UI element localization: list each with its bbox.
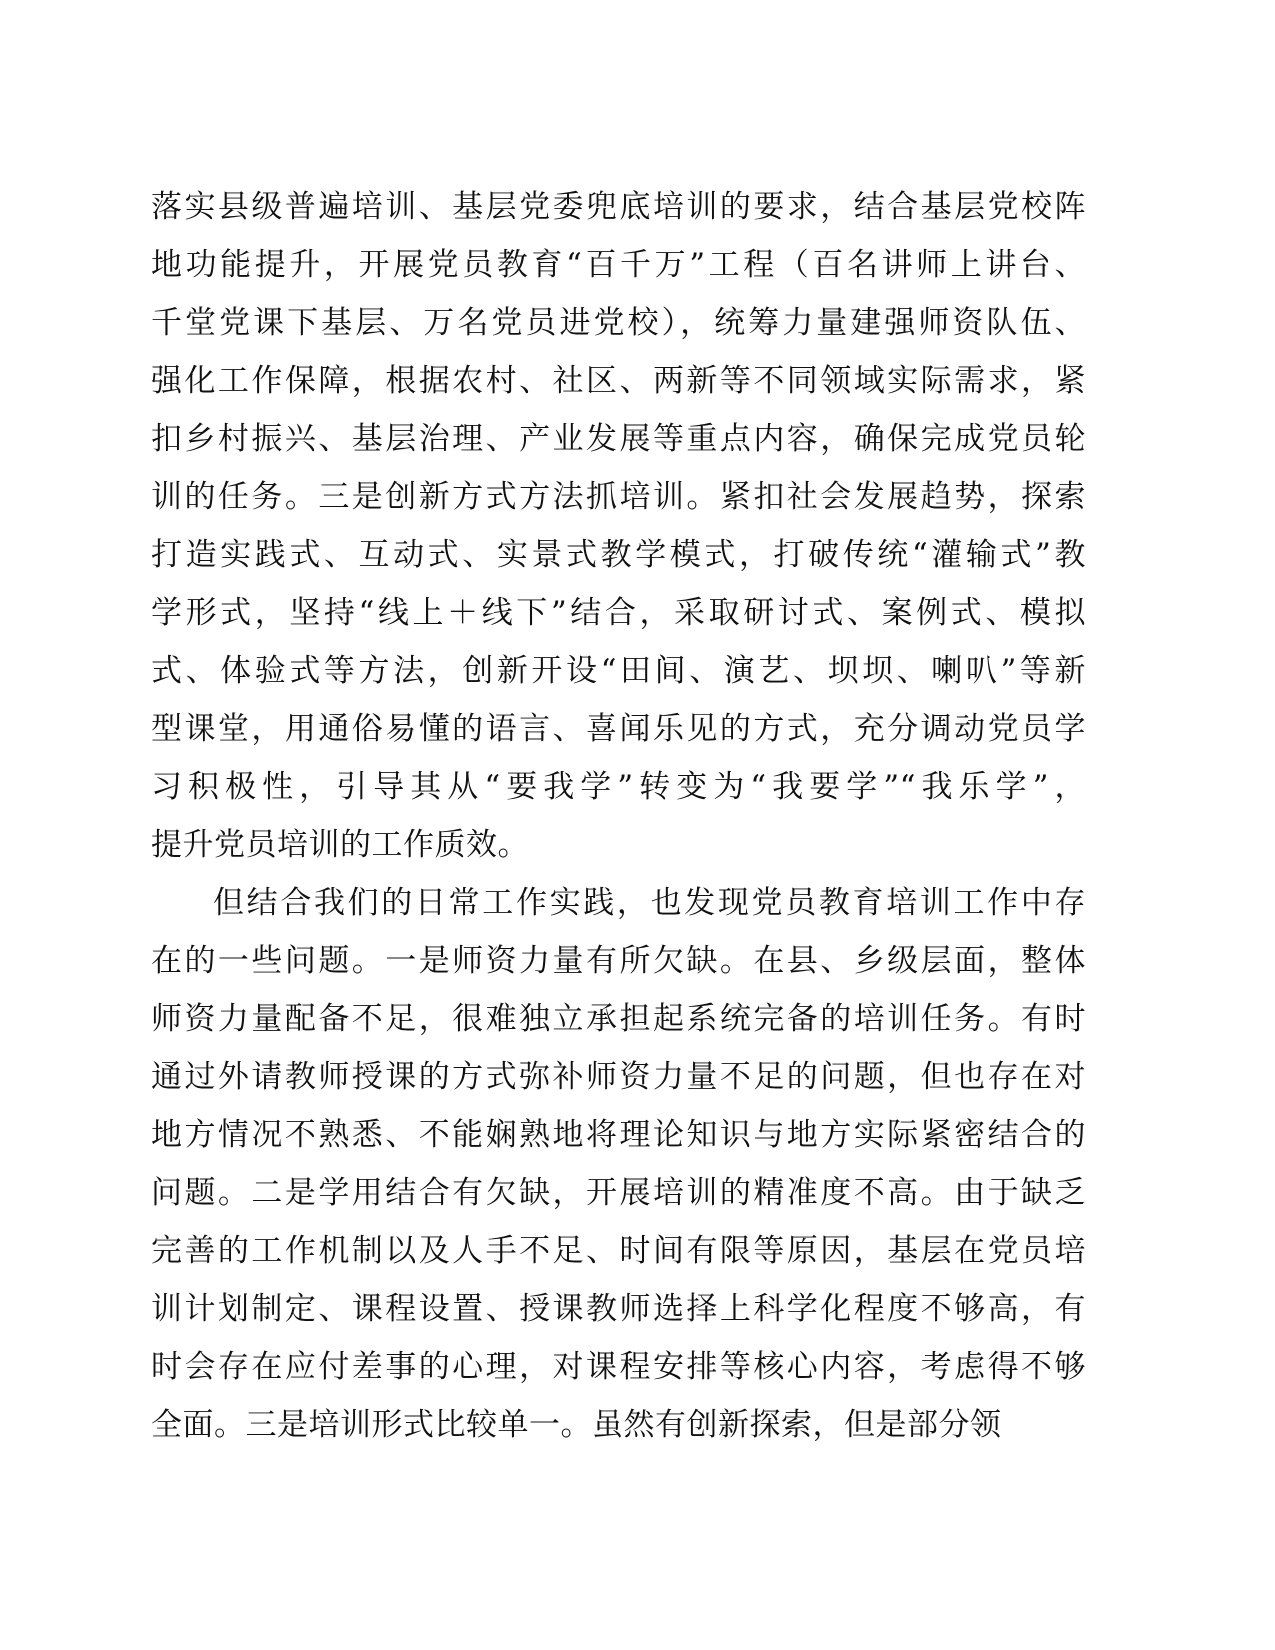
text-line: 落实县级普遍培训、基层党委兜底培训的要求，结合基层党校阵 — [151, 189, 1086, 225]
text-line: 强化工作保障，根据农村、社区、两新等不同领域实际需求，紧 — [151, 363, 1086, 399]
text-line: 时会存在应付差事的心理，对课程安排等核心内容，考虑得不够 — [151, 1349, 1086, 1385]
text-line: 问题。二是学用结合有欠缺，开展培训的精准度不高。由于缺乏 — [151, 1175, 1086, 1211]
text-line: 地功能提升，开展党员教育“百千万”工程（百名讲师上讲台、 — [151, 247, 1086, 283]
text-line: 型课堂，用通俗易懂的语言、喜闻乐见的方式，充分调动党员学 — [151, 711, 1086, 747]
text-line: 训计划制定、课程设置、授课教师选择上科学化程度不够高，有 — [151, 1291, 1086, 1327]
text-line: 千堂党课下基层、万名党员进党校），统筹力量建强师资队伍、 — [151, 305, 1086, 341]
text-line: 训的任务。三是创新方式方法抓培训。紧扣社会发展趋势，探索 — [151, 479, 1086, 515]
text-line: 提升党员培训的工作质效。 — [151, 827, 529, 863]
text-line: 学形式，坚持“线上＋线下”结合，采取研讨式、案例式、模拟 — [151, 595, 1086, 631]
text-line: 在的一些问题。一是师资力量有所欠缺。在县、乡级层面，整体 — [151, 943, 1086, 979]
text-line: 师资力量配备不足，很难独立承担起系统完备的培训任务。有时 — [151, 1001, 1086, 1037]
paragraph-1 — [151, 178, 1086, 874]
text-line: 但结合我们的日常工作实践，也发现党员教育培训工作中存 — [213, 885, 1086, 921]
text-line: 全面。三是培训形式比较单一。虽然有创新探索，但是部分领 — [151, 1407, 1002, 1443]
text-line: 地方情况不熟悉、不能娴熟地将理论知识与地方实际紧密结合的 — [151, 1117, 1086, 1153]
text-line: 完善的工作机制以及人手不足、时间有限等原因，基层在党员培 — [151, 1233, 1086, 1269]
text-line: 打造实践式、互动式、实景式教学模式，打破传统“灌输式”教 — [151, 537, 1086, 573]
text-line: 式、体验式等方法，创新开设“田间、演艺、坝坝、喇叭”等新 — [151, 653, 1086, 689]
body-text — [151, 178, 1086, 1454]
text-line: 扣乡村振兴、基层治理、产业发展等重点内容，确保完成党员轮 — [151, 421, 1086, 457]
text-line: 习积极性，引导其从“要我学”转变为“我要学”“我乐学”， — [151, 769, 1086, 805]
text-line: 通过外请教师授课的方式弥补师资力量不足的问题，但也存在对 — [151, 1059, 1086, 1095]
paragraph-2 — [151, 874, 1086, 1454]
